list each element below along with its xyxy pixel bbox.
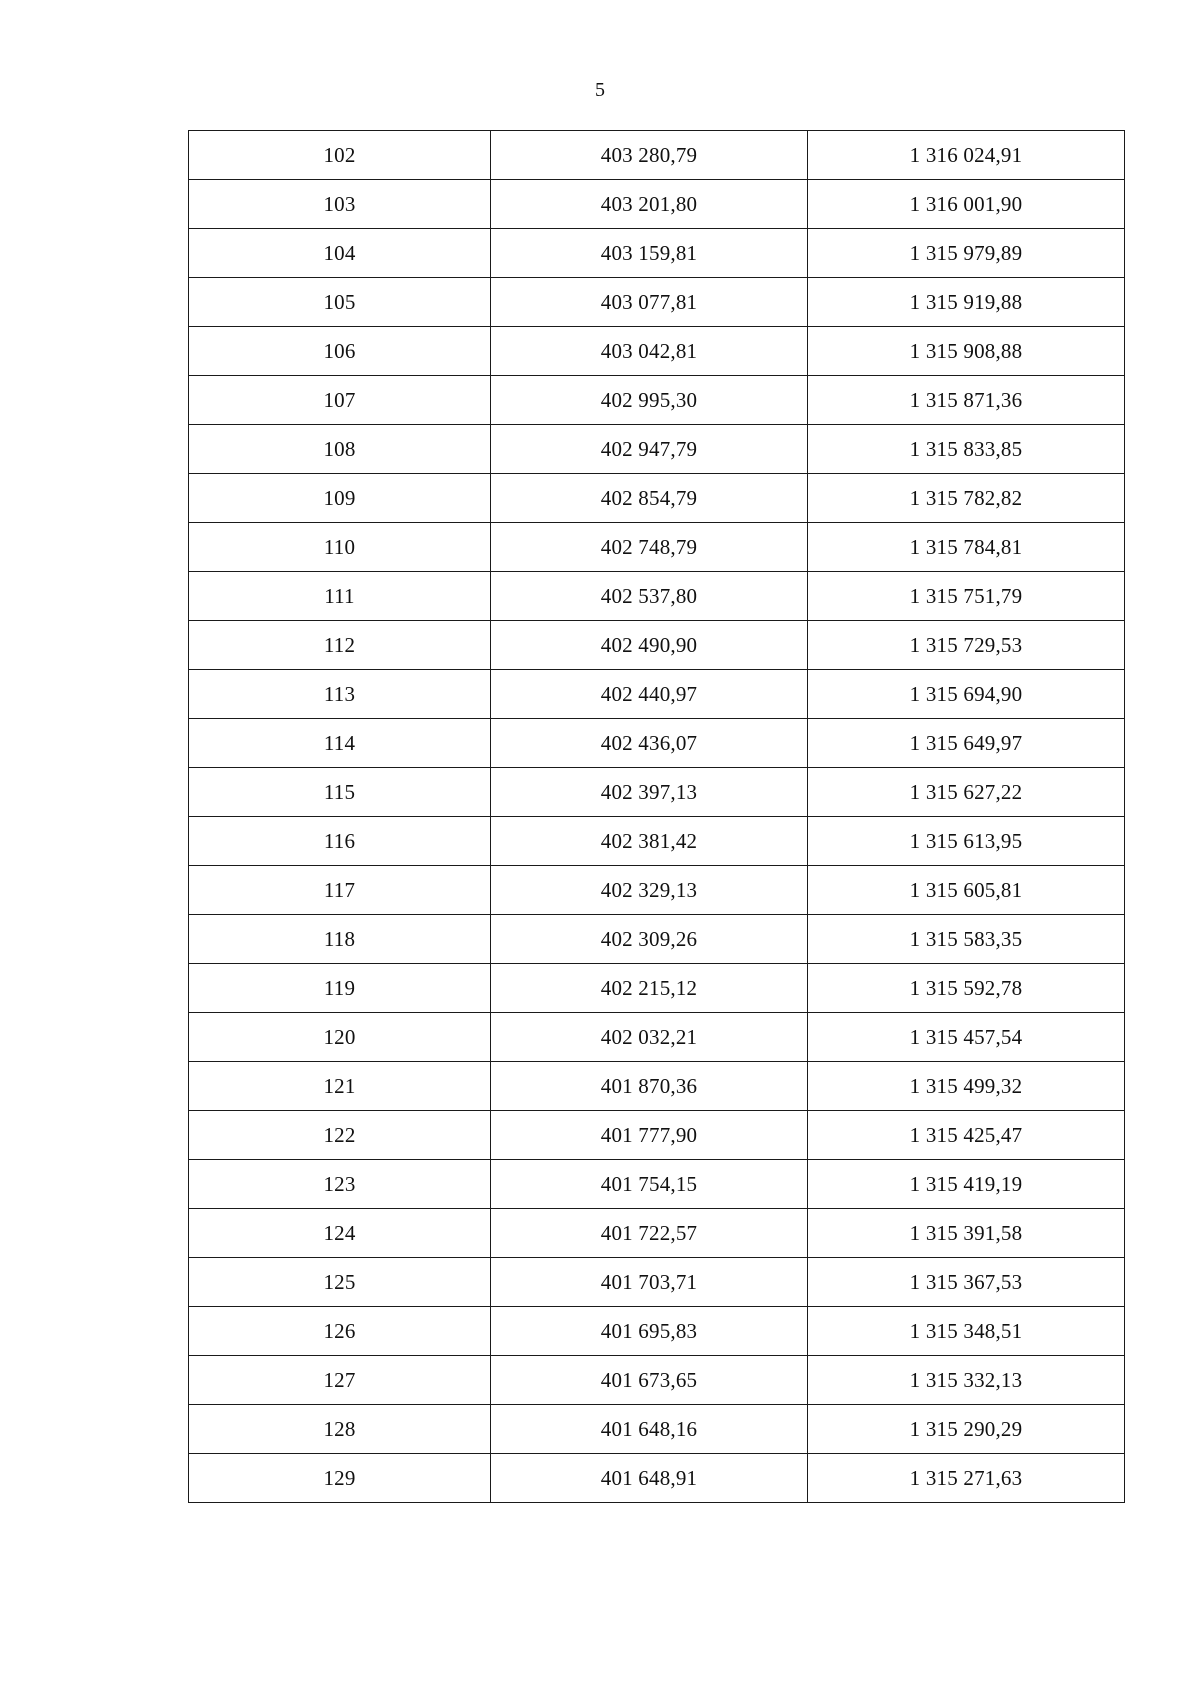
- x-coordinate-cell: 401 673,65: [491, 1356, 808, 1405]
- x-coordinate-cell: 401 648,91: [491, 1454, 808, 1503]
- table-row: [189, 1209, 1125, 1258]
- x-coordinate-cell: 402 309,26: [491, 915, 808, 964]
- point-number-cell: 109: [189, 474, 491, 523]
- x-coordinate-cell: 403 280,79: [491, 131, 808, 180]
- x-coordinate-cell: 402 329,13: [491, 866, 808, 915]
- table-row: [189, 229, 1125, 278]
- y-coordinate-cell: 1 315 605,81: [808, 866, 1125, 915]
- point-number-cell: 113: [189, 670, 491, 719]
- y-coordinate-cell: 1 315 751,79: [808, 572, 1125, 621]
- coordinates-table-body: [189, 131, 1125, 1503]
- table-row: [189, 621, 1125, 670]
- point-number-cell: 110: [189, 523, 491, 572]
- x-coordinate-cell: 402 537,80: [491, 572, 808, 621]
- x-coordinate-cell: 402 397,13: [491, 768, 808, 817]
- y-coordinate-cell: 1 315 419,19: [808, 1160, 1125, 1209]
- point-number-cell: 105: [189, 278, 491, 327]
- table-row: [189, 474, 1125, 523]
- y-coordinate-cell: 1 316 024,91: [808, 131, 1125, 180]
- point-number-cell: 123: [189, 1160, 491, 1209]
- y-coordinate-cell: 1 315 290,29: [808, 1405, 1125, 1454]
- y-coordinate-cell: 1 315 908,88: [808, 327, 1125, 376]
- y-coordinate-cell: 1 315 583,35: [808, 915, 1125, 964]
- x-coordinate-cell: 401 754,15: [491, 1160, 808, 1209]
- point-number-cell: 114: [189, 719, 491, 768]
- table-row: [189, 915, 1125, 964]
- x-coordinate-cell: 401 703,71: [491, 1258, 808, 1307]
- table-row: [189, 278, 1125, 327]
- y-coordinate-cell: 1 315 391,58: [808, 1209, 1125, 1258]
- y-coordinate-cell: 1 315 784,81: [808, 523, 1125, 572]
- y-coordinate-cell: 1 315 613,95: [808, 817, 1125, 866]
- y-coordinate-cell: 1 315 348,51: [808, 1307, 1125, 1356]
- x-coordinate-cell: 401 870,36: [491, 1062, 808, 1111]
- point-number-cell: 127: [189, 1356, 491, 1405]
- table-row: [189, 670, 1125, 719]
- table-row: [189, 1160, 1125, 1209]
- y-coordinate-cell: 1 315 833,85: [808, 425, 1125, 474]
- x-coordinate-cell: 402 748,79: [491, 523, 808, 572]
- x-coordinate-cell: 402 490,90: [491, 621, 808, 670]
- table-row: [189, 866, 1125, 915]
- x-coordinate-cell: 402 854,79: [491, 474, 808, 523]
- x-coordinate-cell: 403 159,81: [491, 229, 808, 278]
- table-row: [189, 768, 1125, 817]
- x-coordinate-cell: 403 077,81: [491, 278, 808, 327]
- point-number-cell: 112: [189, 621, 491, 670]
- point-number-cell: 119: [189, 964, 491, 1013]
- y-coordinate-cell: 1 315 694,90: [808, 670, 1125, 719]
- y-coordinate-cell: 1 316 001,90: [808, 180, 1125, 229]
- table-row: [189, 180, 1125, 229]
- point-number-cell: 122: [189, 1111, 491, 1160]
- table-row: [189, 1405, 1125, 1454]
- point-number-cell: 118: [189, 915, 491, 964]
- x-coordinate-cell: 402 381,42: [491, 817, 808, 866]
- point-number-cell: 129: [189, 1454, 491, 1503]
- point-number-cell: 124: [189, 1209, 491, 1258]
- table-row: [189, 817, 1125, 866]
- x-coordinate-cell: 403 042,81: [491, 327, 808, 376]
- coordinates-table: [188, 130, 1125, 1503]
- x-coordinate-cell: 402 436,07: [491, 719, 808, 768]
- point-number-cell: 111: [189, 572, 491, 621]
- page-number: 5: [595, 79, 605, 101]
- table-row: [189, 1062, 1125, 1111]
- x-coordinate-cell: 401 722,57: [491, 1209, 808, 1258]
- y-coordinate-cell: 1 315 457,54: [808, 1013, 1125, 1062]
- y-coordinate-cell: 1 315 729,53: [808, 621, 1125, 670]
- x-coordinate-cell: 402 440,97: [491, 670, 808, 719]
- y-coordinate-cell: 1 315 499,32: [808, 1062, 1125, 1111]
- point-number-cell: 116: [189, 817, 491, 866]
- point-number-cell: 121: [189, 1062, 491, 1111]
- point-number-cell: 107: [189, 376, 491, 425]
- x-coordinate-cell: 401 648,16: [491, 1405, 808, 1454]
- y-coordinate-cell: 1 315 649,97: [808, 719, 1125, 768]
- table-row: [189, 572, 1125, 621]
- y-coordinate-cell: 1 315 332,13: [808, 1356, 1125, 1405]
- y-coordinate-cell: 1 315 919,88: [808, 278, 1125, 327]
- point-number-cell: 102: [189, 131, 491, 180]
- point-number-cell: 115: [189, 768, 491, 817]
- point-number-cell: 108: [189, 425, 491, 474]
- point-number-cell: 125: [189, 1258, 491, 1307]
- y-coordinate-cell: 1 315 271,63: [808, 1454, 1125, 1503]
- y-coordinate-cell: 1 315 871,36: [808, 376, 1125, 425]
- x-coordinate-cell: 401 777,90: [491, 1111, 808, 1160]
- x-coordinate-cell: 402 032,21: [491, 1013, 808, 1062]
- x-coordinate-cell: 401 695,83: [491, 1307, 808, 1356]
- table-row: [189, 1111, 1125, 1160]
- point-number-cell: 117: [189, 866, 491, 915]
- table-row: [189, 1454, 1125, 1503]
- x-coordinate-cell: 403 201,80: [491, 180, 808, 229]
- table-row: [189, 425, 1125, 474]
- table-row: [189, 1356, 1125, 1405]
- y-coordinate-cell: 1 315 782,82: [808, 474, 1125, 523]
- x-coordinate-cell: 402 947,79: [491, 425, 808, 474]
- table-row: [189, 719, 1125, 768]
- y-coordinate-cell: 1 315 425,47: [808, 1111, 1125, 1160]
- table-row: [189, 327, 1125, 376]
- y-coordinate-cell: 1 315 627,22: [808, 768, 1125, 817]
- table-row: [189, 131, 1125, 180]
- point-number-cell: 104: [189, 229, 491, 278]
- table-row: [189, 1013, 1125, 1062]
- table-row: [189, 523, 1125, 572]
- x-coordinate-cell: 402 215,12: [491, 964, 808, 1013]
- y-coordinate-cell: 1 315 592,78: [808, 964, 1125, 1013]
- point-number-cell: 120: [189, 1013, 491, 1062]
- table-row: [189, 1307, 1125, 1356]
- y-coordinate-cell: 1 315 367,53: [808, 1258, 1125, 1307]
- x-coordinate-cell: 402 995,30: [491, 376, 808, 425]
- y-coordinate-cell: 1 315 979,89: [808, 229, 1125, 278]
- point-number-cell: 106: [189, 327, 491, 376]
- point-number-cell: 126: [189, 1307, 491, 1356]
- point-number-cell: 103: [189, 180, 491, 229]
- table-row: [189, 376, 1125, 425]
- table-row: [189, 964, 1125, 1013]
- point-number-cell: 128: [189, 1405, 491, 1454]
- table-row: [189, 1258, 1125, 1307]
